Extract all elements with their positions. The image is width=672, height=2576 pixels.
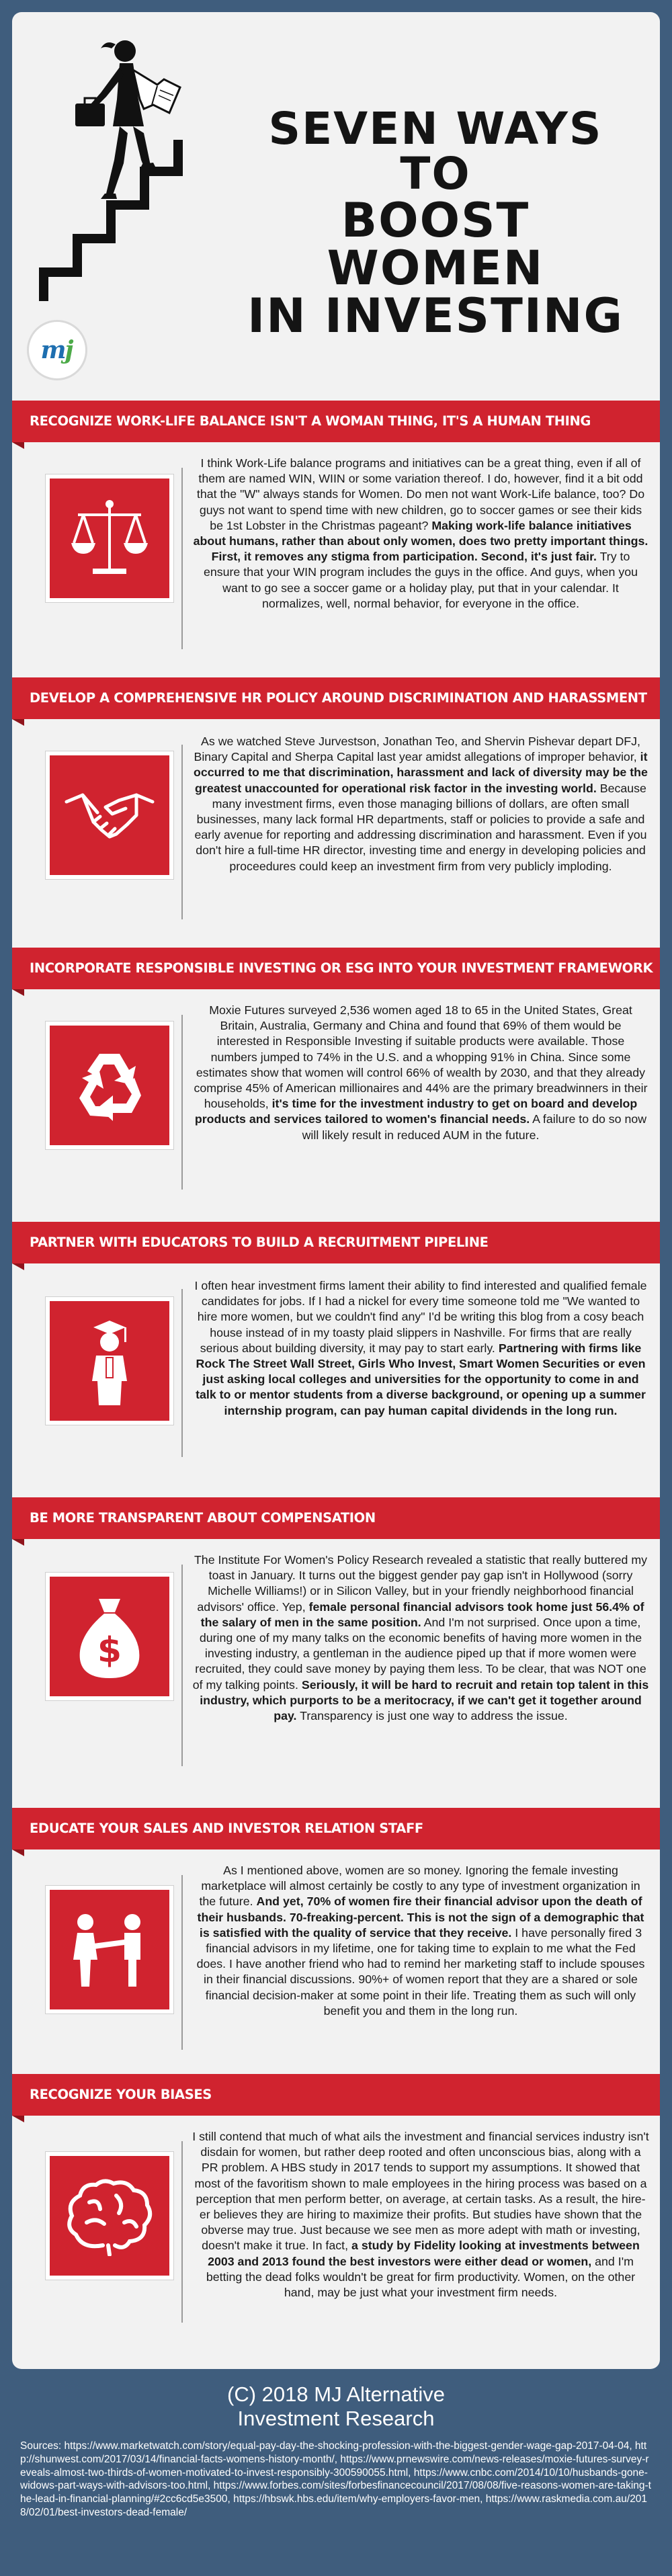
section-responsible-investing xyxy=(12,948,660,1223)
copyright-line-1: (C) 2018 MJ Alternative xyxy=(227,2382,445,2406)
copyright-line-2: Investment Research xyxy=(237,2407,435,2430)
logo-letter-j: j xyxy=(65,336,74,364)
emphasis-text: Seriously, it will be hard to recruit and retain top talent in this industry, which purports to be a meritocracy, if we can't get it together around pay. xyxy=(200,1677,649,1723)
body-text: Because many investment firms, even those managing billions of dollars, are often small businesses, many lack formal HR departments, staff or policies to provide a safe and early avenue for reporting and addressing discrimination and harassment. Even if you don't hire a full-time HR director, investing time and energy in developing policies and proceedures could keep an investment firm from very publicly imploding. xyxy=(194,781,647,873)
body-text: Moxie Futures surveyed 2,536 women aged 18 to 65 in the United States, Great Britain, Australia, Germany and China and found that 69% of them would be interested in Responsible Investing if suitable products were available. Those numbers jumped to 74% in the U.S. and a whopping 91% in China. Since some estimates show that women will control 66% of wealth by 2030, and that they already comprise 45% of American millionaires and 44% are the primary breadwinners in their households, xyxy=(194,1003,648,1111)
title-line-2: BOOST WOMEN xyxy=(327,192,544,296)
section-divider xyxy=(181,1565,183,1766)
section-paragraph xyxy=(192,1552,649,1724)
body-text: I think Work-Life balance programs and initiatives can be a great thing, even if all of them are named WIN, WIIN or some variation thereof. I do, however, find it a bit odd that the "W" always stands for Women. Do men not want Work-Life balance, too? Do guys not want to spend time with new children, go to soccer games or see their kids be 1st Lobster in the Christmas pageant? xyxy=(196,456,645,532)
body-text: I have personally fired 3 financial advisors in my lifetime, one for taking time to explain to me what the Fed does. I have another friend who had to remind her marketing staff to include spouses in their financial discussions. 90%+ of women report that they are a shared or sole financial decision-maker at some point in their life. Treating them as such will only benefit you and them in the long run. xyxy=(196,1925,645,2018)
body-text: Transparency is just one way to address the issue. xyxy=(296,1709,568,1723)
body-text: and I'm betting the dead folks wouldn't be great for firm productivity. Women, on the other hand, may be just what your investment firm needs. xyxy=(206,2254,636,2300)
body-text: As we watched Steve Jurvestson, Jonathan Teo, and Shervin Pishevar depart DFJ, Binary Capital and Sherpa Capital last year amidst allegations of improper behavior, xyxy=(194,735,640,764)
section-banner: RECOGNIZE YOUR BIASES xyxy=(12,2074,660,2116)
section-paragraph xyxy=(192,2129,649,2300)
section-divider xyxy=(181,1875,183,2050)
emphasis-text: female personal financial advisors took home just 56.4% of the salary of men in the same position. xyxy=(200,1599,644,1629)
sources-text: Sources: https://www.marketwatch.com/story/equal-pay-day-the-shocking-profession-with-the-biggest-gender-wage-gap-2017-04-04, http://shunwest.com/2017/03/14/financial-facts-womens-history-month/, https://www.prnewswire.com/news-releases/moxie-futures-survey-reveals-almost-two-thirds-of-women-motivated-to-invest-responsibly-300590055.html, https://www.cnbc.com/2014/10/10/husbands-gone-widows-part-ways-with-advisors-too.html, https://www.forbes.com/sites/forbesfinancecouncil/2017/08/08/five-reasons-women-are-taking-the-lead-in-financial-planning/#2cc6cd5e3500, https://hbswk.hbs.edu/item/why-employers-favor-men, https://www.raskmedia.com.au/2018/02/01/best-investors-dead-female/ xyxy=(20,2440,651,2518)
section-banner: RECOGNIZE WORK-LIFE BALANCE ISN'T A WOMAN THING, IT'S A HUMAN THING xyxy=(12,401,660,442)
section-sales-staff xyxy=(12,1808,660,2097)
section-paragraph xyxy=(192,734,649,874)
handshake-icon xyxy=(46,751,173,879)
header xyxy=(12,12,660,395)
mj-logo xyxy=(27,320,87,380)
section-divider xyxy=(181,468,183,649)
section-divider xyxy=(181,1015,183,1190)
section-paragraph xyxy=(192,1863,649,2019)
money-bag-icon xyxy=(46,1573,173,1700)
emphasis-text: Partnering with firms like Rock The Street Wall Street, Girls Who Invest, Smart Women Securities or even just asking local colleges and universities for the opportunity to come in and talk to or mentor students from a diverse background, or opening up a summer internship program, can pay human capital dividends in the long run. xyxy=(196,1341,646,1417)
body-text: Try to ensure that your WIN program includes the guys in the office. And guys, when you want to go see a soccer game or a holiday play, put that in your calendar. It normalizes, well, normal behavior, for everyone in the office. xyxy=(203,550,638,610)
emphasis-text: it's time for the investment industry to get on board and develop products and services tailored to women's financial needs. xyxy=(194,1097,638,1126)
section-banner: BE MORE TRANSPARENT ABOUT COMPENSATION xyxy=(12,1497,660,1539)
brain-icon xyxy=(46,2152,173,2280)
section-divider xyxy=(181,745,183,919)
section-banner: PARTNER WITH EDUCATORS TO BUILD A RECRUITMENT PIPELINE xyxy=(12,1222,660,1263)
body-text: And I'm not surprised. Once upon a time, during one of my many talks on the economic benefits of having more women in the investing industry, a gentleman in the audience piped up that if more women were recruited, they could save money by paying them less. To be clear, that was NOT one of my talking points. xyxy=(192,1615,646,1692)
logo-letter-m: m xyxy=(40,336,67,364)
body-text: I still contend that much of what ails the investment and financial services industry isn't disdain for women, but rather deep rooted and often unconscious bias, along with a PR problem. A HBS study in 2017 tends to support my assumptions. It showed that most of the favoritism shown to male employees in the hiring process was based on a perception that men perform better, on average, at certain tasks. As a result, the hire-er believes they are hiring to maximize their profits. But studies have shown that the obverse may true. Just because we see men as more adept with math or investing, doesn't make it true. In fact, xyxy=(192,2130,649,2253)
section-paragraph xyxy=(192,456,649,612)
emphasis-text: Making work-life balance initiatives about humans, rather than about only women, does two pretty important things. First, it removes any stigma from participation. Second, it's just fair. xyxy=(193,518,648,564)
section-educators xyxy=(12,1222,660,1504)
body-text: I often hear investment firms lament their ability to find interested and qualified female candidates for jobs. If I had a nickel for every time someone told me "We wanted to hire more women, but we couldn't find any" I'd be writing this blog from a cosy beach house instead of in my toasty plaid slippers in Nashville. For firms that are really serious about building diversity, it may pay to start early. xyxy=(194,1279,647,1355)
body-text: The Institute For Women's Policy Research revealed a statistic that really buttered my toast in January. It turns out the biggest gender pay gap isn't in Hollywood (sorry Michelle Williams!) or in Silicon Valley, but in your friendly neighborhood financial advisors' office. Yep, xyxy=(194,1553,648,1614)
woman-climbing-stairs-icon xyxy=(26,26,227,308)
emphasis-text: And yet, 70% of women fire their financial advisor upon the death of their husbands. 70-freaking-percent. This is not the sign of a demographic that is satisfied with the quality of service that they receive. xyxy=(197,1895,644,1940)
scales-icon xyxy=(46,474,173,602)
recycle-icon xyxy=(46,1022,173,1149)
title-line-3: IN INVESTING xyxy=(247,288,624,344)
title-line-1: SEVEN WAYS TO xyxy=(268,103,603,200)
body-text: A failure to do so now will likely result in reduced AUM in the future. xyxy=(302,1112,647,1142)
copyright xyxy=(0,2382,672,2431)
section-divider xyxy=(181,1289,183,1457)
section-work-life-balance xyxy=(12,401,660,690)
section-banner: DEVELOP A COMPREHENSIVE HR POLICY AROUND DISCRIMINATION AND HARASSMENT xyxy=(12,677,660,719)
graduate-icon xyxy=(46,1297,173,1425)
section-biases xyxy=(12,2074,660,2369)
section-paragraph xyxy=(192,1278,649,1419)
infographic-card xyxy=(12,12,660,2369)
section-compensation xyxy=(12,1497,660,1820)
emphasis-text: it occurred to me that discrimination, harassment and lack of diversity may be the greatest unaccounted for operational risk factor in the investing world. xyxy=(194,750,648,795)
svg-text:$: $ xyxy=(97,1630,122,1671)
section-hr-policy xyxy=(12,677,660,958)
emphasis-text: a study by Fidelity looking at investments between 2003 and 2013 found the best investors were either dead or women, xyxy=(208,2239,640,2268)
section-divider xyxy=(181,2141,183,2323)
section-paragraph xyxy=(192,1003,649,1143)
body-text: As I mentioned above, women are so money. Ignoring the female investing marketplace will almost certainly be costly to any type of investment organization in the future. xyxy=(199,1864,640,1909)
section-banner: EDUCATE YOUR SALES AND INVESTOR RELATION STAFF xyxy=(12,1808,660,1850)
people-exchange-icon xyxy=(46,1886,173,2013)
section-banner: INCORPORATE RESPONSIBLE INVESTING OR ESG INTO YOUR INVESTMENT FRAMEWORK xyxy=(12,948,660,989)
page-title xyxy=(227,103,644,344)
